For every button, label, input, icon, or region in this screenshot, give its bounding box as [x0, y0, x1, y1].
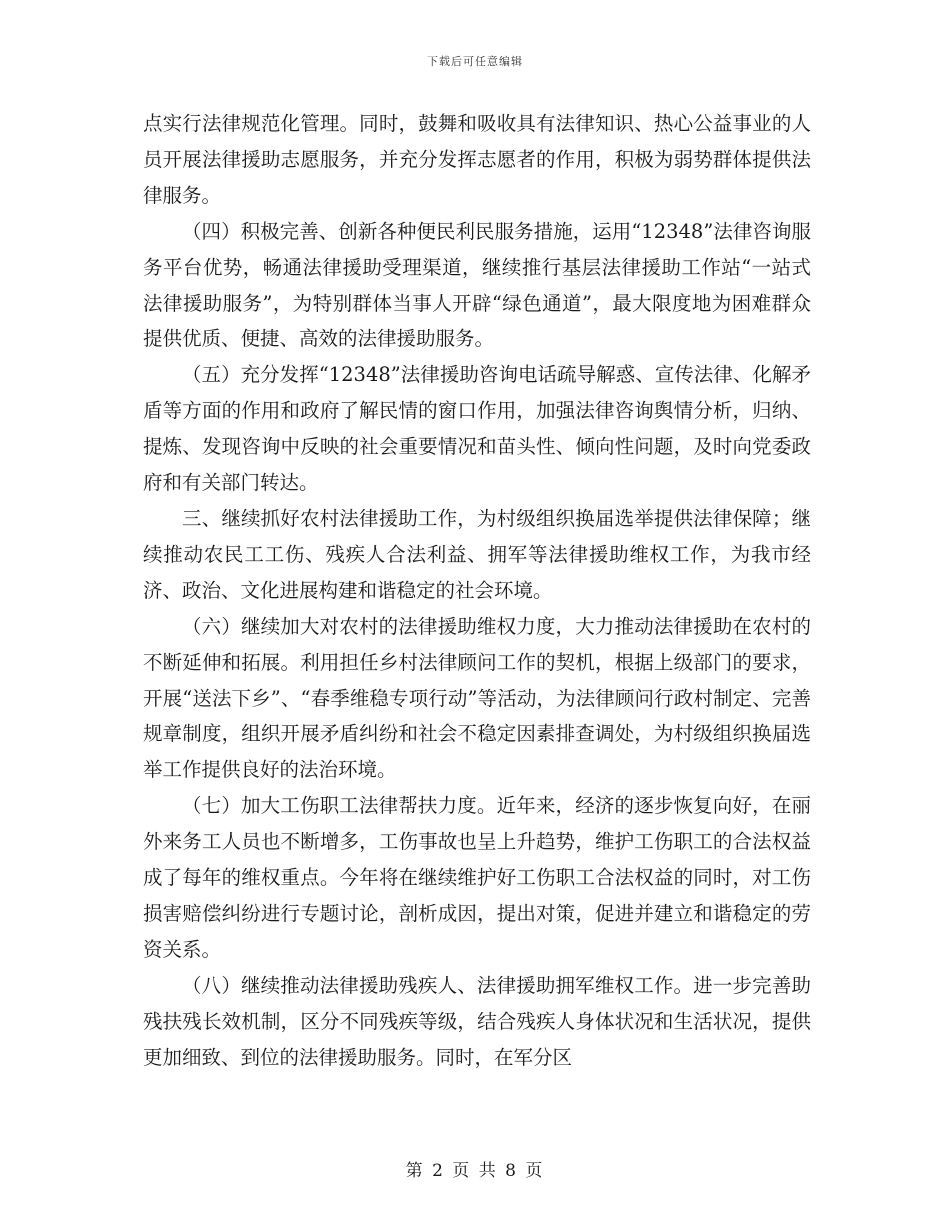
page-footer: 第 2 页 共 8 页 [405, 1161, 545, 1181]
paragraph-5: （六）继续加大对农村的法律援助维权力度，大力推动法律援助在农村的不断延伸和拓展。利用担任乡村法律顾问工作的契机，根据上级部门的要求，开展“送法下乡”、“春季维稳专项行动”等活动，为法律顾问行政村制定、完善规章制度，组织开展矛盾纠纷和社会不稳定因素排查调处，为村级组织换届选举工作提供良好的法治环境。 [143, 614, 811, 782]
document-body [143, 106, 811, 1075]
paragraph-7: （八）继续推动法律援助残疾人、法律援助拥军维权工作。进一步完善助残扶残长效机制，区分不同残疾等级，结合残疾人身体状况和生活状况，提供更加细致、到位的法律援助服务。同时，在军分区 [143, 973, 811, 1069]
paragraph-2: （四）积极完善、创新各种便民利民服务措施，运用“12348”法律咨询服务平台优势，畅通法律援助受理渠道，继续推行基层法律援助工作站“一站式法律援助服务”，为特别群体当事人开辟“绿色通道”，最大限度地为困难群众提供优质、便捷、高效的法律援助服务。 [143, 219, 811, 351]
paragraph-4: 三、继续抓好农村法律援助工作，为村级组织换届选举提供法律保障；继续推动农民工工伤、残疾人合法利益、拥军等法律援助维权工作，为我市经济、政治、文化进展构建和谐稳定的社会环境。 [143, 506, 811, 602]
paragraph-1: 点实行法律规范化管理。同时，鼓舞和吸收具有法律知识、热心公益事业的人员开展法律援助志愿服务，并充分发挥志愿者的作用，积极为弱势群体提供法律服务。 [143, 112, 811, 207]
paragraph-3: （五）充分发挥“12348”法律援助咨询电话疏导解惑、宣传法律、化解矛盾等方面的作用和政府了解民情的窗口作用，加强法律咨询舆情分析，归纳、提炼、发现咨询中反映的社会重要情况和苗头性、倾向性问题，及时向党委政府和有关部门转达。 [143, 363, 811, 495]
paragraph-6: （七）加大工伤职工法律帮扶力度。近年来，经济的逐步恢复向好，在丽外来务工人员也不断增多，工伤事故也呈上升趋势，维护工伤职工的合法权益成了每年的维权重点。今年将在继续维护好工伤职工合法权益的同时，对工伤损害赔偿纠纷进行专题讨论，剖析成因，提出对策，促进并建立和谐稳定的劳资关系。 [143, 794, 811, 961]
page-header: 下载后可任意编辑 [427, 55, 523, 68]
